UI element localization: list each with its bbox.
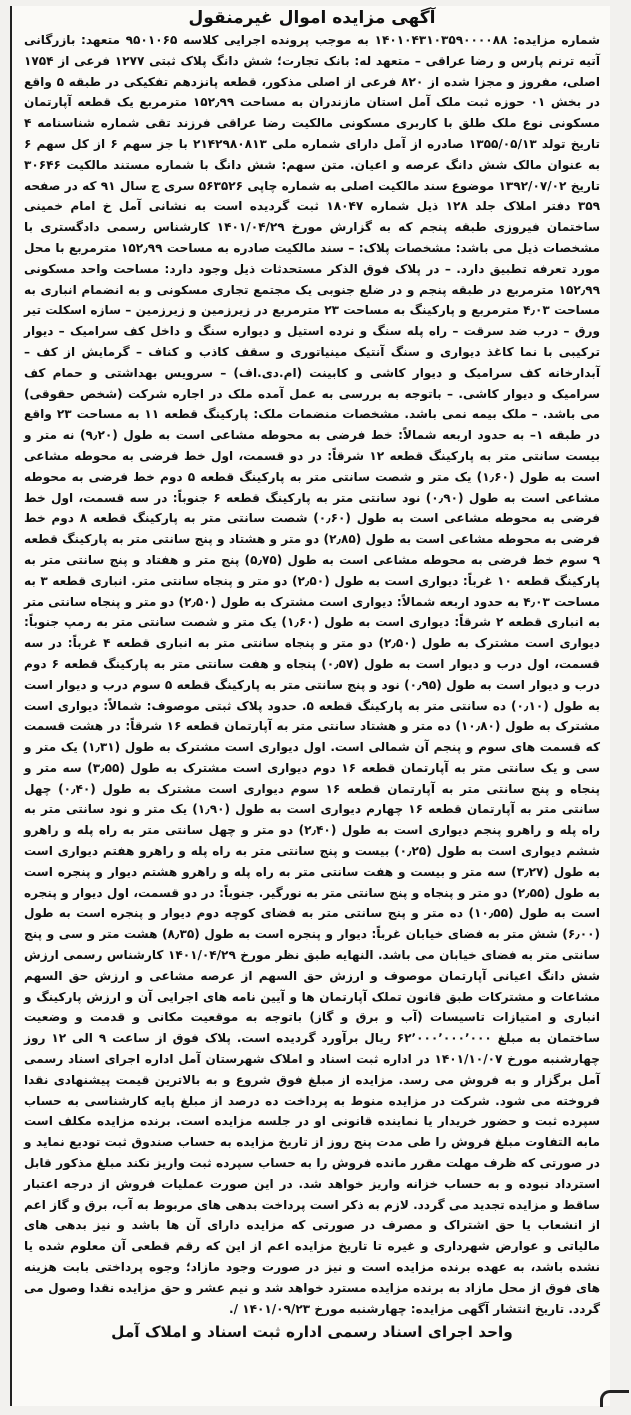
notice-body: شماره مزایده: ۱۴۰۱۰۴۳۱۰۳۵۹۰۰۰۰۸۸ به موجب پرونده اجرایی کلاسه ۹۵۰۱۰۶۵ متعهد: بازرگانی آتیه ترنم پارس و رضا عراقی – متعهد له: بانک تجارت؛ شش دانگ پلاک ثبتی ۱۲۷۷ فرعی از ۱۷۵۴ اصلی، مفروز و مجزا شده از ۸۲۰ فرعی از اصلی مذکور، قطعه پانزدهم تفکیکی در طبقه ۵ واقع در بخش ۰۱ حوزه ثبت ملک آمل استان مازندران به مساحت ۱۵۲٫۹۹ مترمربع یک قطعه آپارتمان مسکونی نوع ملک طلق با کاربری مسکونی مالکیت رضا عراقی فرزند تقی شماره شناسنامه ۴ تاریخ تولد ۱۳۵۵/۰۵/۱۳ صادره از آمل دارای شماره ملی ۲۱۴۲۹۸۰۸۱۳ با جز سهم ۶ از کل سهم ۶ به عنوان مالک شش دانگ عرصه و اعیان. متن سهم: شش دانگ با شماره مستند مالکیت ۳۰۶۴۶ تاریخ ۱۳۹۲/۰۷/۰۲ موضوع سند مالکیت اصلی به شماره چاپی ۵۶۳۵۲۶ سری ج سال ۹۱ که در صفحه ۳۵۹ دفتر املاک جلد ۱۲۸ ذیل شماره ۱۸۰۴۷ ثبت گردیده است به نشانی آمل خ امام خمینی ساختمان فیروزی طبقه پنجم که به گزارش مورخ ۱۴۰۱/۰۴/۲۹ کارشناس رسمی دادگستری با مشخصات ذیل می باشد: مشخصات پلاک: – سند مالکیت صادره به مساحت ۱۵۲٫۹۹ مترمربع با محل مورد تعرفه تطبیق دارد. – در پلاک فوق الذکر مستحدثات ذیل وجود دارد: مساحت واحد مسکونی ۱۵۲٫۹۹ مترمربع در طبقه پنجم و در ضلع جنوبی یک مجتمع تجاری مسکونی و به انضمام انباری به مساحت ۴٫۰۳ مترمربع و پارکینگ به مساحت ۲۳ مترمربع در زیرزمین و زیرزمین – سازه اسکلت تیر ورق – درب ضد سرقت – راه پله سنگ و نرده استیل و دیواره سنگ و داخل کف سرامیک – دیوار ترکیبی با نما کاغذ دیواری و سنگ آنتیک مینیاتوری و سقف کاذب و کناف – گرمایش از کف – آبدارخانه کف سرامیک و دیوار کاشی و کابینت (ام.دی.اف) – سرویس بهداشتی و حمام کف سرامیک و دیوار کاشی. – باتوجه به بررسی به عمل آمده ملک در اجاره شرکت (شخص حقوقی) می باشد. – ملک بیمه نمی باشد. مشخصات منضمات ملک: پارکینگ قطعه ۱۱ به مساحت ۲۳ واقع در طبقه ۱– به حدود اربعه شمالاً: خط فرضی به محوطه مشاعی است به طول (۹٫۲۰) نه متر و بیست سانتی متر به پارکینگ قطعه ۱۲ شرقاً: در دو قسمت، اول خط فرضی به محوطه مشاعی است به طول (۱٫۶۰) یک متر و شصت سانتی متر به پارکینگ قطعه ۵ دوم خط فرضی به محوطه مشاعی است به طول (۰٫۹۰) نود سانتی متر به پارکینگ قطعه ۶ جنوباً: در سه قسمت، اول خط فرضی به محوطه مشاعی است به طول (۰٫۶۰) شصت سانتی متر به پارکینگ قطعه ۸ دوم خط فرضی به محوطه مشاعی است به طول (۲٫۸۵) دو متر و هشتاد و پنج سانتی متر به پارکینگ قطعه ۹ سوم خط فرضی به محوطه مشاعی است به طول (۵٫۷۵) پنج متر و هفتاد و پنج سانتی متر به پارکینگ قطعه ۱۰ غرباً: دیواری است به طول (۲٫۵۰) دو متر و پنجاه سانتی متر. انباری قطعه ۳ به مساحت ۴٫۰۳ به حدود اربعه شمالاً: دیواری است مشترک به طول (۲٫۵۰) دو متر و پنجاه سانتی متر به انباری قطعه ۲ شرقاً: دیواری است به طول (۱٫۶۰) یک متر و شصت سانتی متر به رمپ جنوباً: دیواری است مشترک به طول (۲٫۵۰) دو متر و پنجاه سانتی متر به انباری قطعه ۴ غرباً: در سه قسمت، اول درب و دیوار است به طول (۰٫۵۷) پنجاه و هفت سانتی متر به پارکینگ قطعه ۶ دوم درب و دیوار است به طول (۰٫۹۵) نود و پنج سانتی متر به پارکینگ قطعه ۵ سوم درب و دیوار است به طول (۰٫۱۰) ده سانتی متر به پارکینگ قطعه ۵. حدود پلاک ثبتی موصوف: شمالاً: دیواری است مشترک به طول (۱۰٫۸۰) ده متر و هشتاد سانتی متر به آپارتمان قطعه ۱۶ شرقاً: در هشت قسمت که قسمت های سوم و پنجم آن شمالی است. اول دیواری است مشترک به طول (۱٫۳۱) یک متر و سی و یک سانتی متر به آپارتمان قطعه ۱۶ دوم دیواری است مشترک به طول (۳٫۵۵) سه متر و پنجاه و پنج سانتی متر به آپارتمان قطعه ۱۶ سوم دیواری است مشترک به طول (۰٫۴۰) چهل سانتی متر به آپارتمان قطعه ۱۶ چهارم دیواری است به طول (۱٫۹۰) یک متر و نود سانتی متر به راه پله و راهرو پنجم دیواری است به طول (۲٫۴۰) دو متر و چهل سانتی متر به راه پله و راهرو ششم دیواری است به طول (۰٫۲۵) بیست و پنج سانتی متر به راه پله و راهرو هفتم دیواری است به طول (۳٫۲۷) سه متر و بیست و هفت سانتی متر به راه پله و راهرو هشتم دیوار و پنجره است به طول (۲٫۵۵) دو متر و پنجاه و پنج سانتی متر به نورگیر. جنوباً: در دو قسمت، اول دیوار و پنجره است به طول (۱۰٫۵۵) ده متر و پنج سانتی متر به فضای کوچه دوم دیوار و پنجره است به طول (۶٫۰۰) شش متر به فضای خیابان غرباً: دیوار و پنجره است به طول (۸٫۳۵) هشت متر و سی و پنج سانتی متر به فضای خیابان می باشد. النهایه طبق نظر مورخ ۱۴۰۱/۰۴/۲۹ کارشناس رسمی ارزش شش دانگ اعیانی آپارتمان موصوف و ارزش حق السهم از عرصه مشاعی و ارزش حق السهم مشاعات و مشترکات طبق قانون تملک آپارتمان ها و آیین نامه های اجرایی آن و ارزش پارکینگ و انباری و امتیازات تاسیسات (آب و برق و گاز) باتوجه به موقعیت مکانی و قدمت و وضعیت ساختمان به مبلغ ۶۲٬۰۰۰٬۰۰۰٬۰۰۰ ریال برآورد گردیده است. پلاک فوق از ساعت ۹ الی ۱۲ روز چهارشنبه مورخ ۱۴۰۱/۱۰/۰۷ در اداره ثبت اسناد و املاک شهرستان آمل اداره اجرای اسناد رسمی آمل برگزار و به فروش می رسد. مزایده از مبلغ فوق شروع و به بالاترین قیمت پیشنهادی نقدا فروخته می شود. شرکت در مزایده منوط به پرداخت ده درصد از مبلغ پایه کارشناسی به حساب سپرده ثبت و حضور خریدار یا نماینده قانونی او در جلسه مزایده است. برنده مزایده مکلف است مابه التفاوت مبلغ فروش را طی مدت پنج روز از تاریخ مزایده به حساب صندوق ثبت تودیع نماید و در صورتی که ظرف مهلت مقرر مانده فروش را به حساب سپرده ثبت واریز نکند مبلغ مذکور قابل استرداد نبوده و به حساب خزانه واریز خواهد شد. در این صورت عملیات فروش از درجه اعتبار ساقط و مزایده تجدید می گردد. لازم به ذکر است پرداخت بدهی های مربوط به آب، برق و گاز اعم از انشعاب یا حق اشتراک و مصرف در صورتی که مزایده دارای آن ها باشد و نیز بدهی های مالیاتی و عوارض شهرداری و غیره تا تاریخ مزایده اعم از این که رقم قطعی آن معلوم شده یا نشده باشد، به عهده برنده مزایده است و نیز در صورت وجود مازاد؛ وجوه پرداختی بابت هزینه های فوق از محل مازاد به برنده مزایده مسترد خواهد شد و نیم عشر و حق مزایده نقدا وصول می گردد. تاریخ انتشار آگهی مزایده: چهارشنبه مورخ ۱۴۰۱/۰۹/۲۳ /. bbox=[24, 33, 601, 1316]
notice-title: آگهی مزایده اموال غیرمنقول bbox=[188, 8, 436, 28]
adjacent-print-fragment bbox=[600, 1390, 629, 1407]
notice-signature: واحد اجرای اسناد رسمی اداره ثبت اسناد و املاک آمل bbox=[111, 1323, 513, 1342]
auction-notice bbox=[10, 6, 610, 1406]
